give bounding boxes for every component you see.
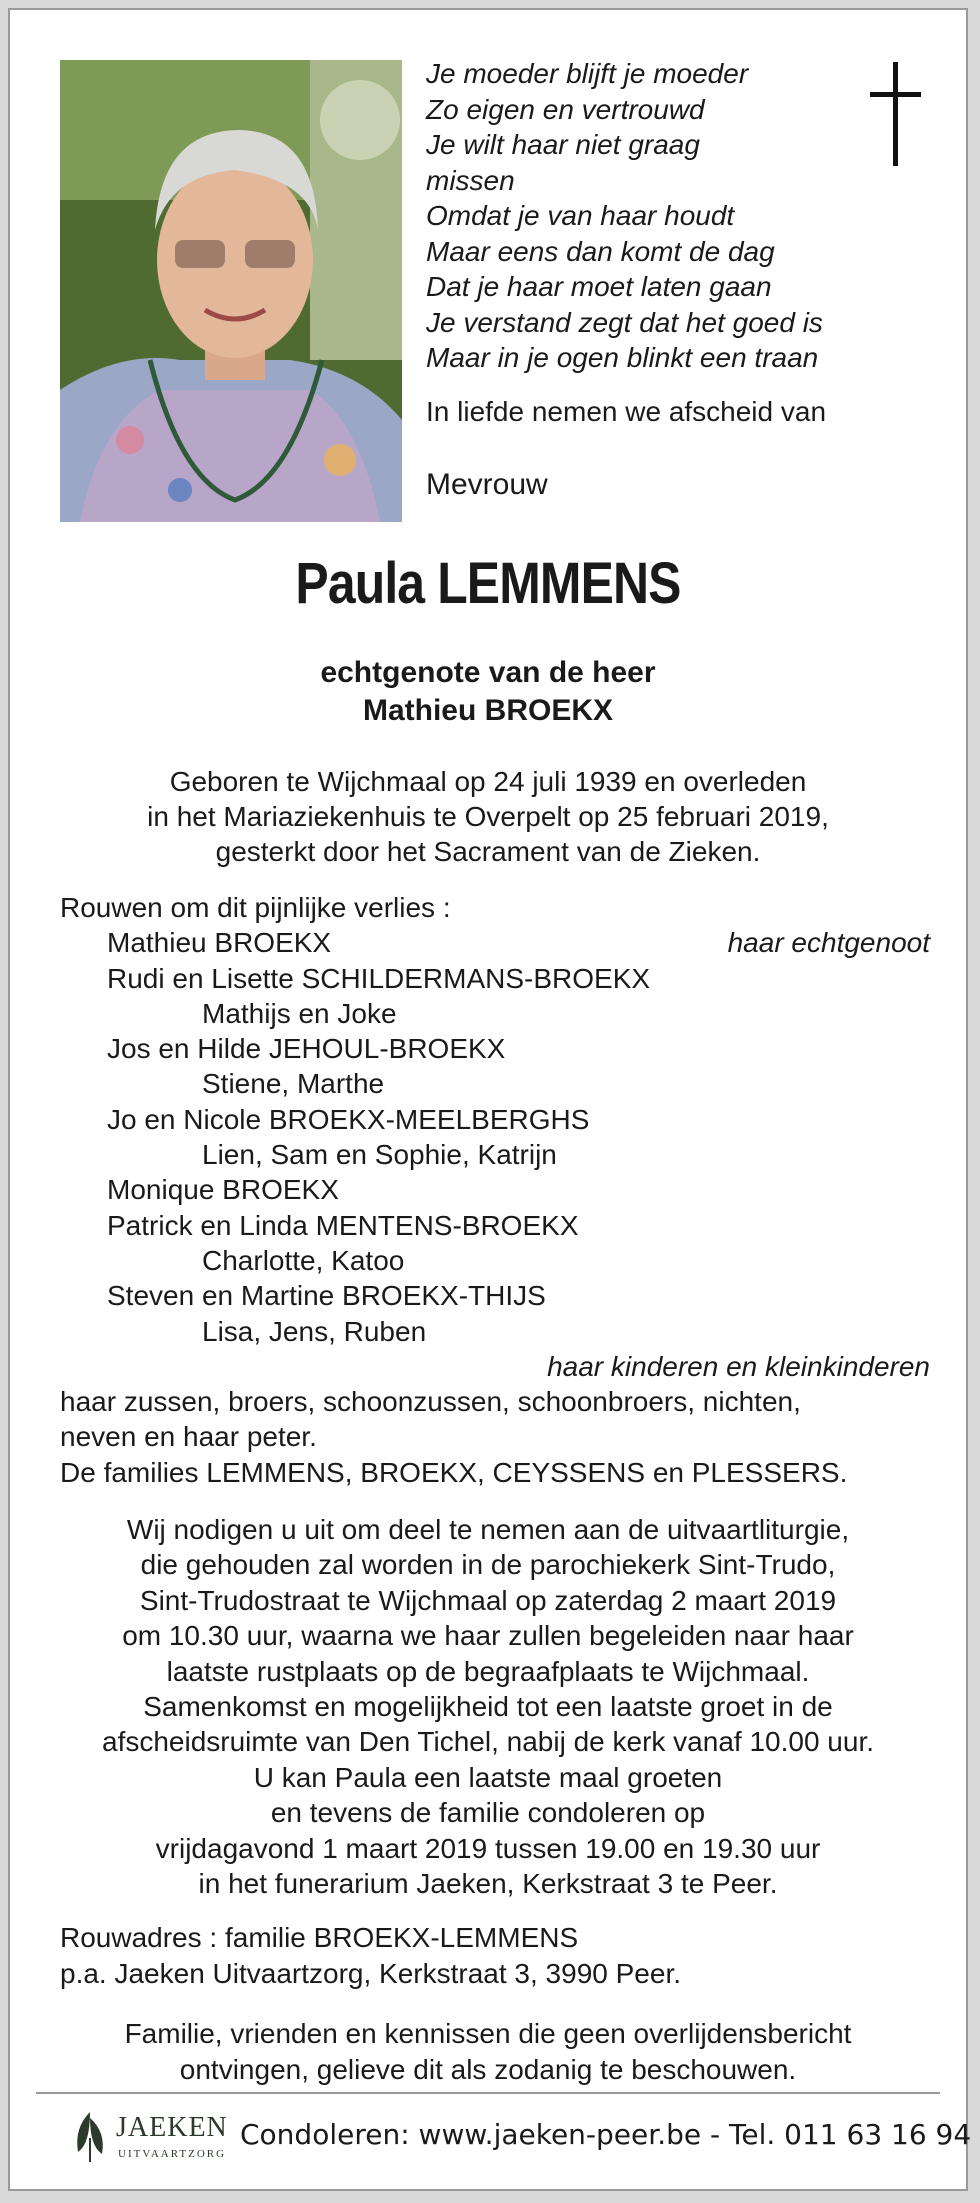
invite-line: Samenkomst en mogelijkheid tot een laatste groet in de	[143, 1691, 833, 1723]
mourners-list	[60, 890, 930, 1490]
spouse-name: Mathieu BROEKX	[362, 694, 614, 727]
mourner-others: haar zussen, broers, schoonzussen, schoonbroers, nichten,	[60, 1386, 801, 1418]
notice-line: ontvingen, gelieve dit als zodanig te beschouwen.	[179, 2053, 797, 2085]
cross-icon	[866, 62, 926, 166]
birth-death-info	[10, 764, 966, 869]
portrait-illustration	[60, 60, 402, 522]
invite-line: U kan Paula een laatste maal groeten	[253, 1761, 723, 1793]
invite-line: die gehouden zal worden in de parochiekerk Sint-Trudo,	[140, 1549, 836, 1581]
mourner-children: Lien, Sam en Sophie, Katrijn	[202, 1139, 557, 1171]
poem	[426, 56, 846, 376]
mourning-address	[60, 1920, 681, 1991]
deceased-name: Paula LEMMENS	[295, 551, 681, 616]
poem-line: Je wilt haar niet graag	[426, 129, 700, 160]
birth-death-line: in het Mariaziekenhuis te Overpelt op 25 februari 2019,	[147, 801, 829, 832]
spouse-line: echtgenote van de heer	[320, 656, 656, 689]
invite-line: afscheidsruimte van Den Tichel, nabij de kerk vanaf 10.00 uur.	[102, 1726, 874, 1758]
poem-line: Je verstand zegt dat het goed is	[426, 306, 823, 338]
footer-divider	[36, 2092, 940, 2094]
mourner-parents: Jo en Nicole BROEKX-MEELBERGHS	[107, 1103, 590, 1135]
mourner-children: Charlotte, Katoo	[202, 1244, 405, 1276]
mourner-parents: Steven en Martine BROEKX-THIJS	[107, 1280, 546, 1312]
birth-death-line: gesterkt door het Sacrament van de Zieken.	[215, 836, 761, 867]
mourner-others: De families LEMMENS, BROEKX, CEYSSENS en PLESSERS.	[60, 1456, 848, 1488]
address-line: Rouwadres : familie BROEKX-LEMMENS	[60, 1922, 579, 1953]
mourner-spouse: Mathieu BROEKX	[107, 927, 332, 959]
children-role: haar kinderen en kleinkinderen	[547, 1350, 930, 1382]
invite-line: en tevens de familie condoleren op	[270, 1797, 706, 1829]
poem-line: Zo eigen en vertrouwd	[426, 93, 705, 125]
spouse-block	[10, 654, 966, 730]
mourner-row	[60, 925, 930, 960]
invite-line: Wij nodigen u uit om deel te nemen aan de uitvaartliturgie,	[126, 1514, 850, 1545]
leaf-icon	[68, 2108, 112, 2164]
mourner-others: neven en haar peter.	[60, 1421, 317, 1453]
poem-line: Maar eens dan komt de dag	[426, 235, 775, 267]
poem-line: Je moeder blijft je moeder	[426, 58, 749, 89]
obituary-card	[8, 8, 972, 2191]
mourner-parents: Patrick en Linda MENTENS-BROEKX	[107, 1209, 579, 1241]
mourner-children: Lisa, Jens, Ruben	[202, 1315, 427, 1347]
invite-line: Sint-Trudostraat te Wijchmaal op zaterdag 2 maart 2019	[139, 1584, 837, 1616]
invite-line: om 10.30 uur, waarna we haar zullen begeleiden naar haar	[122, 1620, 854, 1652]
poem-line: missen	[426, 164, 515, 196]
logo-subtitle: UITVAARTZORG	[118, 2148, 227, 2160]
logo-name: JAEKEN	[116, 2112, 228, 2143]
notice-line: Familie, vrienden en kennissen die geen overlijdensbericht	[124, 2018, 852, 2049]
farewell-intro: In liefde nemen we afscheid van	[426, 396, 827, 427]
funeral-invitation	[10, 1512, 966, 1901]
invite-line: laatste rustplaats op de begraafplaats te Wijchmaal.	[166, 1655, 810, 1687]
mourner-children: Mathijs en Joke	[202, 997, 397, 1029]
poem-line: Dat je haar moet laten gaan	[426, 271, 772, 302]
mourner-parents: Jos en Hilde JEHOUL-BROEKX	[107, 1033, 506, 1065]
condolence-contact: Condoleren: www.jaeken-peer.be - Tel. 011 63 16 94	[240, 2118, 972, 2151]
poem-line: Omdat je van haar houdt	[426, 200, 735, 231]
mourners-heading: Rouwen om dit pijnlijke verlies :	[60, 892, 451, 923]
mourner-parents: Monique BROEKX	[107, 1174, 339, 1206]
title-prefix: Mevrouw	[426, 468, 548, 501]
address-line: p.a. Jaeken Uitvaartzorg, Kerkstraat 3, 3990 Peer.	[60, 1957, 682, 1989]
invite-line: vrijdagavond 1 maart 2019 tussen 19.00 en 19.30 uur	[155, 1832, 821, 1864]
mourner-role: haar echtgenoot	[727, 927, 930, 959]
notice	[10, 2016, 966, 2087]
invite-line: in het funerarium Jaeken, Kerkstraat 3 te Peer.	[198, 1868, 778, 1900]
birth-death-line: Geboren te Wijchmaal op 24 juli 1939 en overleden	[169, 766, 807, 797]
mourner-children: Stiene, Marthe	[202, 1068, 385, 1100]
mourner-parents: Rudi en Lisette SCHILDERMANS-BROEKX	[107, 962, 651, 994]
jaeken-logo	[68, 2108, 238, 2168]
poem-line: Maar in je ogen blinkt een traan	[426, 342, 819, 373]
portrait-photo	[60, 60, 402, 522]
